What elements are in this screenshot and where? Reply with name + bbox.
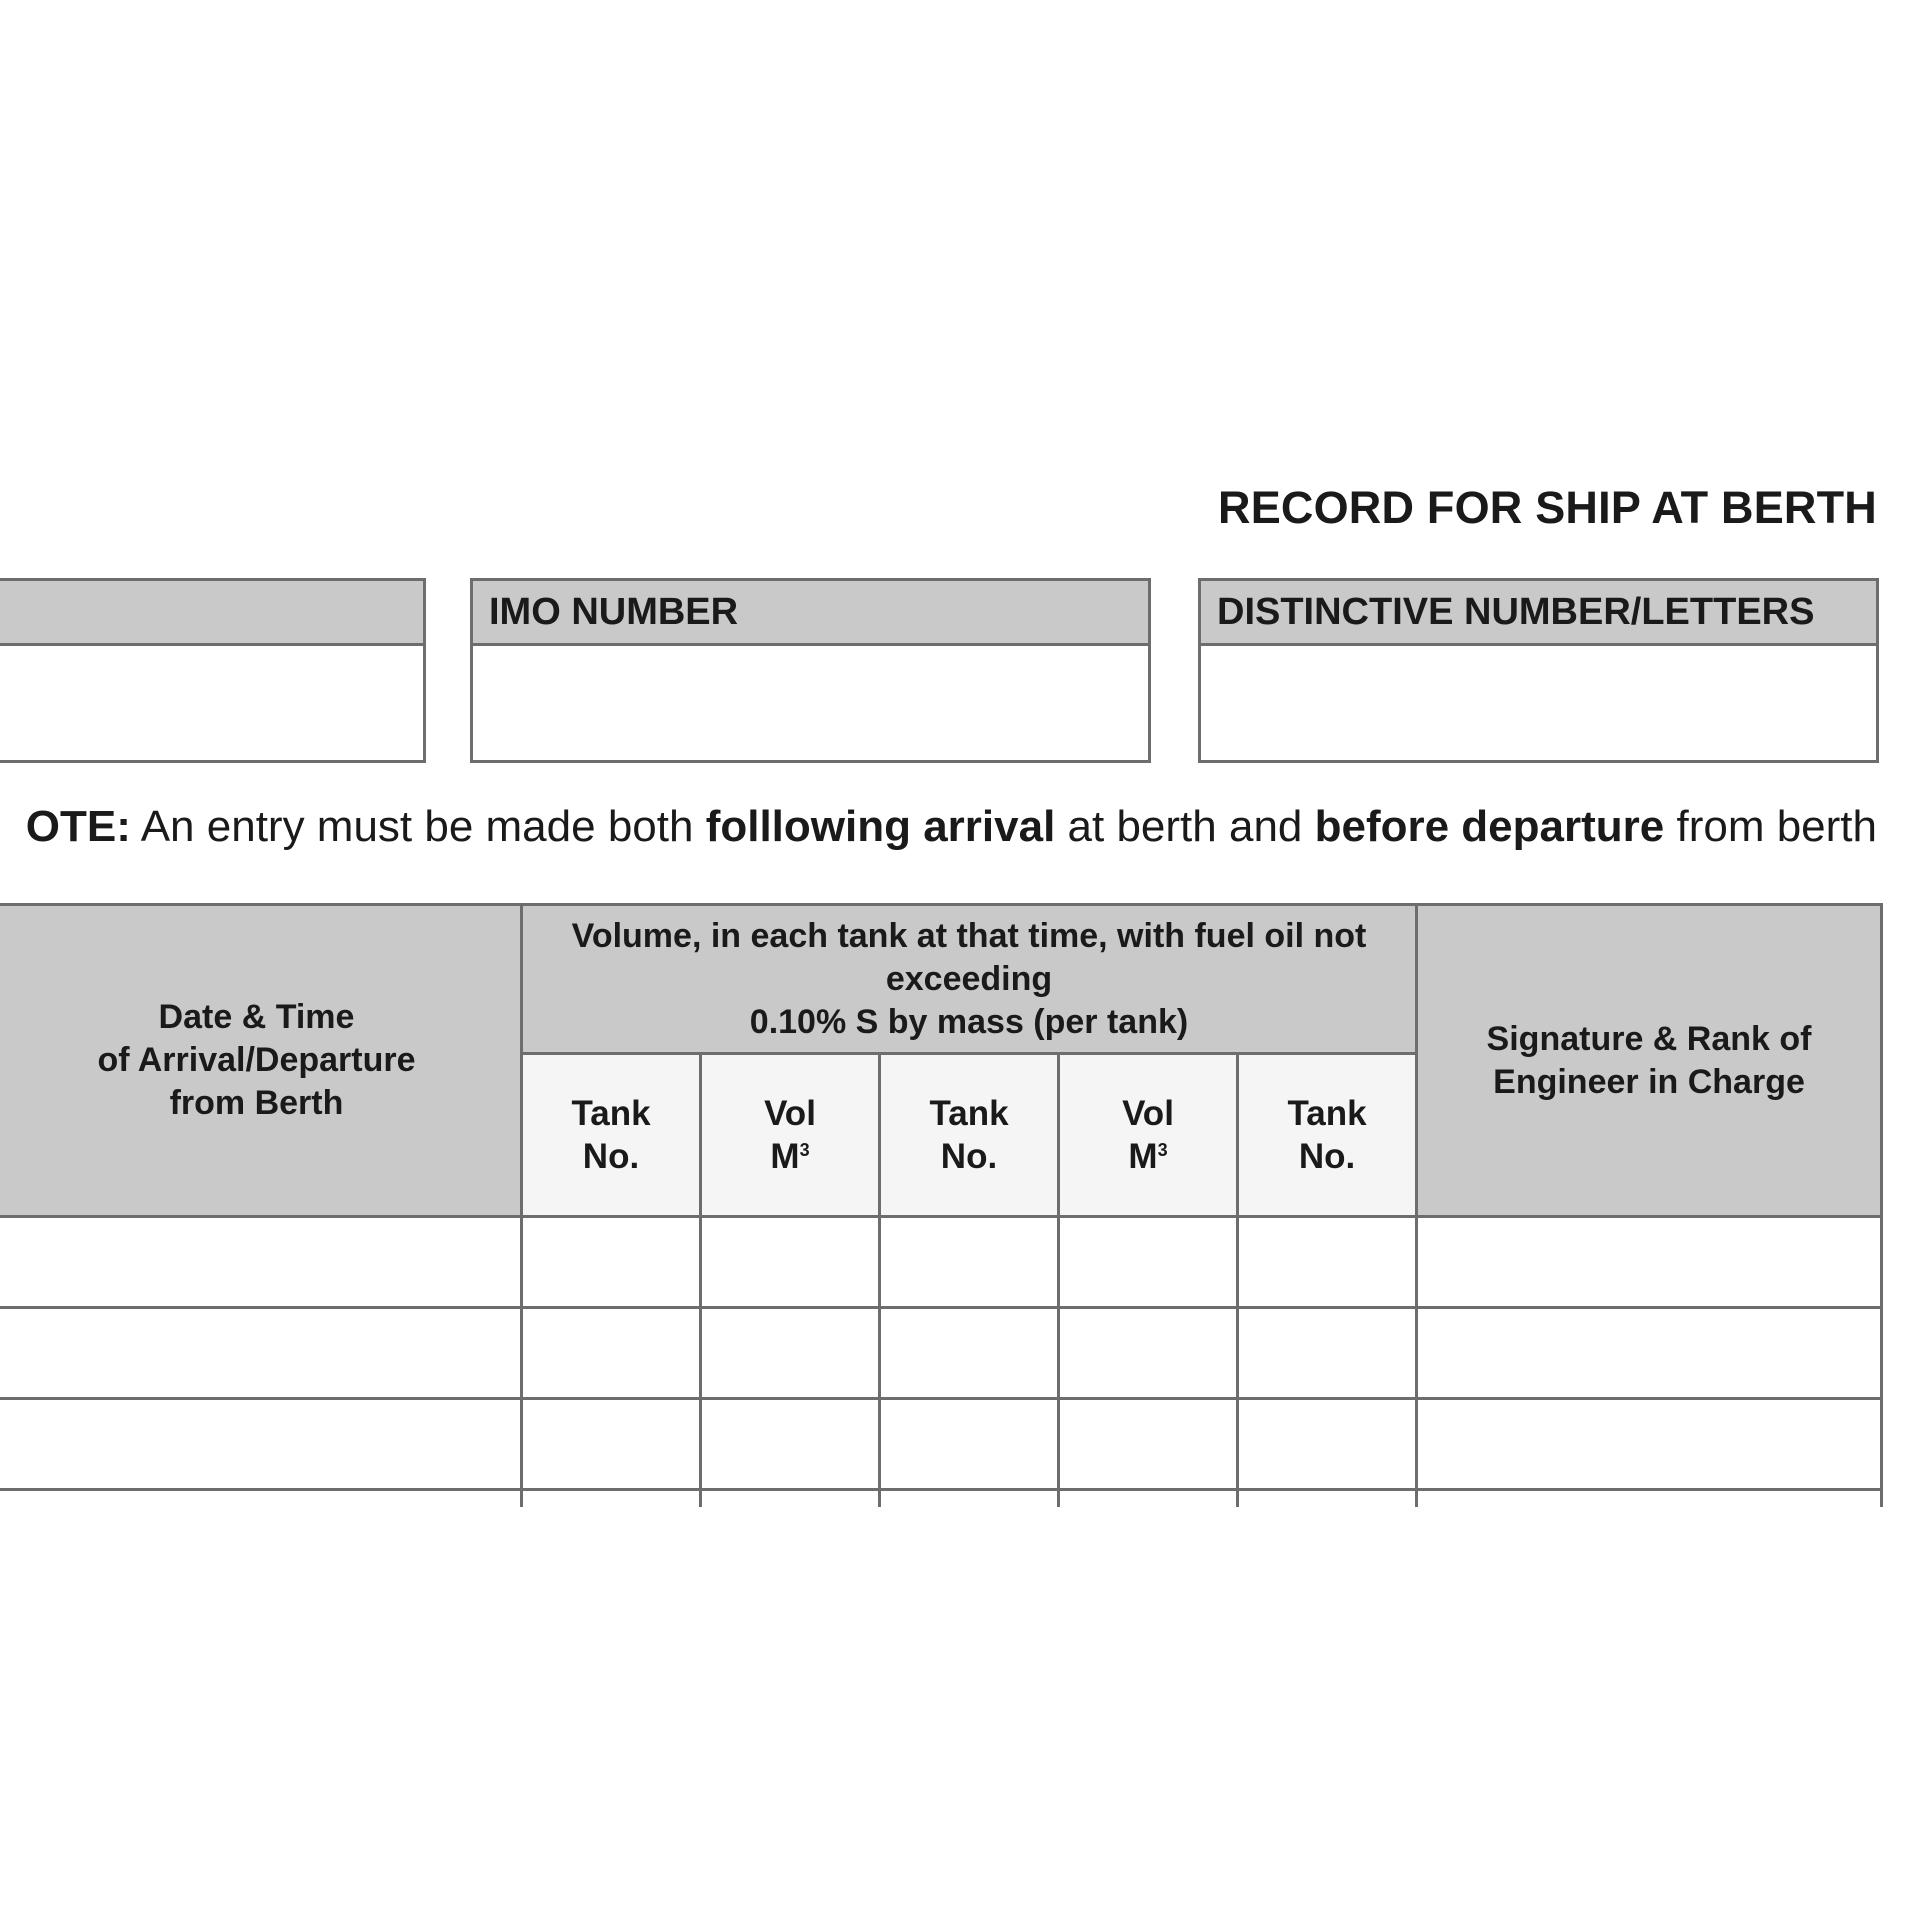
- subheader-line: Tank: [929, 1094, 1009, 1133]
- note-text-2: at berth and: [1055, 802, 1315, 851]
- header-volume-line: Volume, in each tank at that time, with fuel oil not: [571, 916, 1367, 955]
- subheader-line: [523, 1135, 699, 1178]
- form-title: RECORD FOR SHIP AT BERTH: [1218, 482, 1877, 533]
- note-prefix: OTE:: [25, 802, 131, 851]
- subheader-sup: 3: [799, 1140, 810, 1160]
- header-date-time: [0, 905, 522, 1217]
- table-cell[interactable]: [701, 1217, 880, 1308]
- subheader-line: [881, 1135, 1057, 1178]
- header-vol-2: [1059, 1054, 1238, 1217]
- subheader-line: Vol: [764, 1094, 816, 1133]
- subheader-line: Vol: [1122, 1094, 1174, 1133]
- subheader-line: [1060, 1135, 1236, 1178]
- table-cell[interactable]: [1238, 1308, 1417, 1399]
- header-signature-rank: [1417, 905, 1882, 1217]
- table-cell[interactable]: [1238, 1217, 1417, 1308]
- table-cell[interactable]: [1417, 1308, 1882, 1399]
- distinctive-number-field-label: DISTINCTIVE NUMBER/LETTERS: [1201, 581, 1876, 646]
- subheader-sup: 3: [1157, 1140, 1168, 1160]
- table-cell[interactable]: [1059, 1217, 1238, 1308]
- ship-name-field-box: [0, 578, 426, 763]
- table-cell[interactable]: [1417, 1217, 1882, 1308]
- table-cell: [1059, 1490, 1238, 1507]
- table-cell: [0, 1490, 522, 1507]
- header-tank-no-3: [1238, 1054, 1417, 1217]
- distinctive-number-field-value[interactable]: [1201, 646, 1876, 761]
- table-cell[interactable]: [522, 1217, 701, 1308]
- distinctive-number-field-box: [1198, 578, 1879, 763]
- subheader-text: No.: [582, 1137, 640, 1176]
- table-cell[interactable]: [0, 1217, 522, 1308]
- table-cell: [1238, 1490, 1417, 1507]
- table-cell[interactable]: [701, 1308, 880, 1399]
- imo-number-field-label: IMO NUMBER: [473, 581, 1148, 646]
- table-cell[interactable]: [1417, 1399, 1882, 1490]
- header-date-time-line: from Berth: [169, 1084, 344, 1122]
- table-cell[interactable]: [522, 1399, 701, 1490]
- subheader-text: M: [770, 1137, 800, 1176]
- subheader-line: Tank: [571, 1094, 651, 1133]
- header-date-time-line: of Arrival/Departure: [97, 1041, 416, 1079]
- header-signature-line: Signature & Rank of: [1486, 1019, 1812, 1058]
- table-cell[interactable]: [701, 1399, 880, 1490]
- subheader-line: [702, 1135, 878, 1178]
- table-cell[interactable]: [880, 1399, 1059, 1490]
- imo-number-field-box: [470, 578, 1151, 763]
- header-vol-1: [701, 1054, 880, 1217]
- subheader-line: [1239, 1135, 1415, 1178]
- header-volume-line: exceeding: [885, 959, 1053, 998]
- table-cell[interactable]: [1059, 1399, 1238, 1490]
- table-row: [0, 1399, 1882, 1490]
- table-row: [0, 1308, 1882, 1399]
- imo-number-field-value[interactable]: [473, 646, 1148, 761]
- subheader-text: No.: [940, 1137, 998, 1176]
- header-signature-line: Engineer in Charge: [1493, 1062, 1805, 1101]
- table-cell[interactable]: [880, 1308, 1059, 1399]
- table-cell: [701, 1490, 880, 1507]
- table-cell[interactable]: [880, 1217, 1059, 1308]
- header-tank-no-1: [522, 1054, 701, 1217]
- table-cell: [1417, 1490, 1882, 1507]
- header-volume-line: 0.10% S by mass (per tank): [749, 1002, 1189, 1041]
- subheader-text: No.: [1298, 1137, 1356, 1176]
- table-cell[interactable]: [1059, 1308, 1238, 1399]
- header-date-time-line: Date & Time: [158, 998, 355, 1036]
- table-cell: [522, 1490, 701, 1507]
- table-cell[interactable]: [1238, 1399, 1417, 1490]
- table-row-cut-off: [0, 1490, 1882, 1507]
- ship-name-field-value[interactable]: [0, 646, 423, 761]
- table-row: [0, 1217, 1882, 1308]
- subheader-text: M: [1128, 1137, 1158, 1176]
- note-bold-departure: before departure: [1314, 802, 1665, 851]
- note-text-3: from berth: [1664, 802, 1877, 851]
- berth-record-table: [0, 903, 1883, 1507]
- table-cell: [880, 1490, 1059, 1507]
- table-cell[interactable]: [0, 1399, 522, 1490]
- note-text-1: An entry must be made both: [130, 802, 706, 851]
- note-text: [26, 802, 1877, 852]
- subheader-line: Tank: [1287, 1094, 1367, 1133]
- table-cell[interactable]: [0, 1308, 522, 1399]
- note-bold-arrival: folllowing arrival: [705, 802, 1056, 851]
- header-tank-no-2: [880, 1054, 1059, 1217]
- header-volume: [522, 905, 1417, 1054]
- ship-name-field-label: [0, 581, 423, 646]
- table-cell[interactable]: [522, 1308, 701, 1399]
